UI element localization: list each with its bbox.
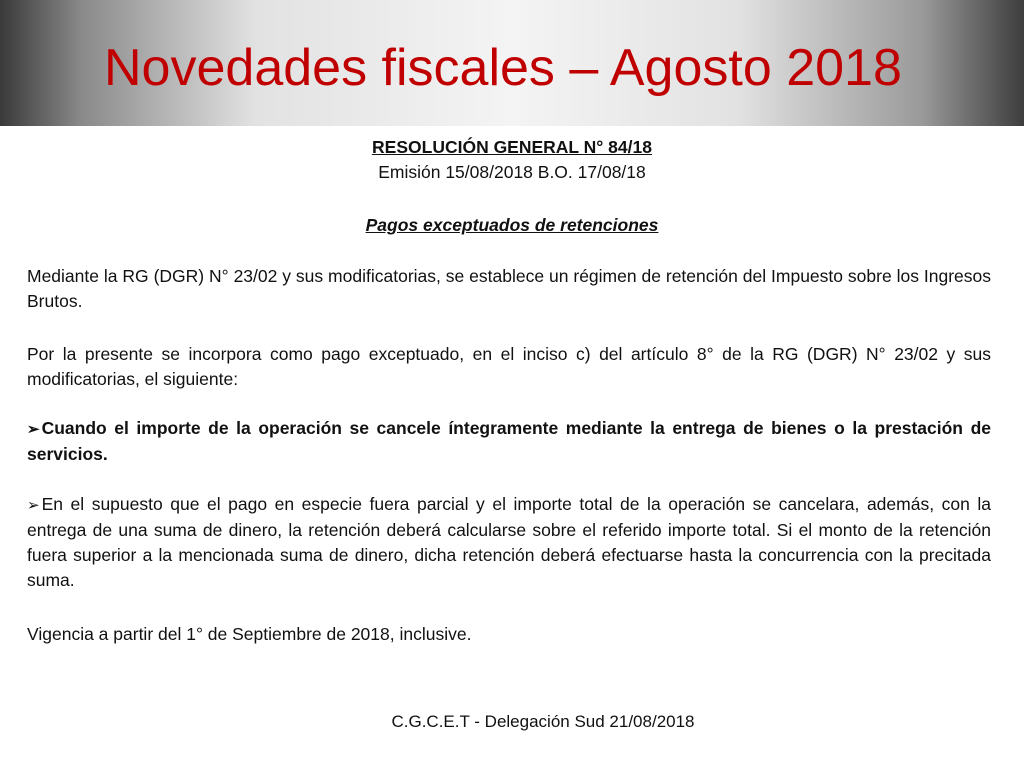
paragraph-vigencia: Vigencia a partir del 1° de Septiembre de 2018, inclusive. — [27, 624, 472, 644]
slide-footer: C.G.C.E.T - Delegación Sud 21/08/2018 — [391, 712, 695, 731]
slide-title: Novedades fiscales – Agosto 2018 — [104, 39, 902, 97]
bullet-text: Cuando el importe de la operación se cancele íntegramente mediante la entrega de bienes o la prestación de servicios. — [27, 418, 991, 464]
arrow-bullet-icon: ➢ — [27, 497, 40, 514]
emission-date: Emisión 15/08/2018 B.O. 17/08/18 — [378, 162, 646, 182]
bullet-item — [27, 492, 991, 593]
bullet-item — [27, 416, 991, 467]
arrow-bullet-icon: ➢ — [27, 421, 40, 438]
resolution-heading: RESOLUCIÓN GENERAL N° 84/18 — [372, 137, 652, 157]
subject-heading: Pagos exceptuados de retenciones — [365, 215, 659, 235]
paragraph-intro: Mediante la RG (DGR) N° 23/02 y sus modificatorias, se establece un régimen de retención del Impuesto sobre los Ingresos Brutos. — [27, 266, 991, 311]
bullet-text: En el supuesto que el pago en especie fuera parcial y el importe total de la operación se cancelara, además, con la entrega de una suma de dinero, la retención deberá calcularse sobre el referido importe total. Si el monto de la retención fuera superior a la mencionada suma de dinero, dicha retención deberá efectuarse hasta la concurrencia con la precitada suma. — [27, 494, 991, 590]
paragraph-incorporation: Por la presente se incorpora como pago exceptuado, en el inciso c) del artículo 8° de la RG (DGR) N° 23/02 y sus modificatorias, el siguiente: — [27, 344, 991, 389]
